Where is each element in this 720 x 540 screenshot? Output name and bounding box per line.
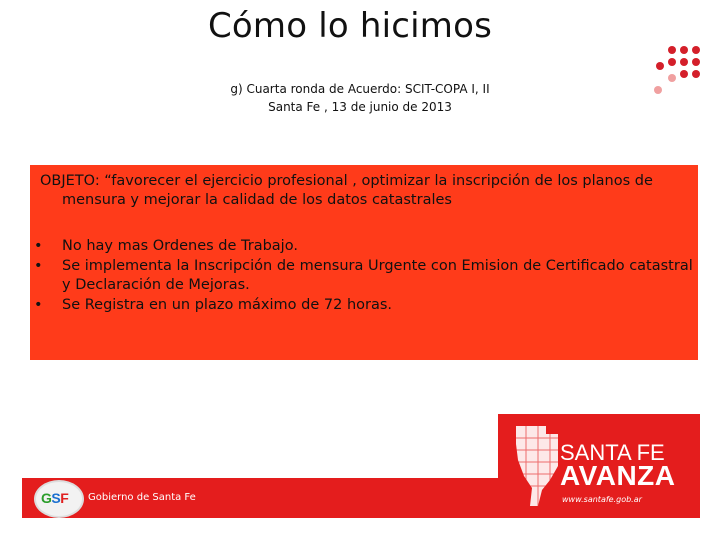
bullet-icon: • — [34, 297, 43, 313]
objective-line-1: OBJETO: “favorecer el ejercicio profesional , optimizar la inscripción de los planos de — [40, 173, 653, 189]
bullet-list — [30, 237, 698, 316]
santa-fe-province-icon — [512, 424, 562, 508]
subtitle-line-1: g) Cuarta ronda de Acuerdo: SCIT-COPA I, II — [230, 82, 490, 96]
objective-text — [40, 172, 690, 210]
brand-line-2: AVANZA — [560, 460, 676, 491]
list-item: • No hay mas Ordenes de Trabajo. — [34, 238, 298, 254]
bullet-icon: • — [34, 238, 43, 254]
page-subtitle — [0, 80, 720, 116]
subtitle-line-2: Santa Fe , 13 de junio de 2013 — [268, 100, 452, 114]
list-item: • Se Registra en un plazo máximo de 72 horas. — [34, 297, 393, 313]
brand-line-1: SANTA FE — [560, 440, 665, 465]
list-item: • Se implementa la Inscripción de mensura Urgente con Emision de Certificado catastral y Declaración de Mejoras. — [34, 258, 693, 293]
bullet-icon: • — [34, 258, 43, 274]
gobierno-label: Gobierno de Santa Fe — [88, 492, 196, 503]
gsf-logo-text: GSF — [41, 490, 69, 506]
objective-panel — [30, 165, 698, 360]
objective-line-2: mensura y mejorar la calidad de los datos catastrales — [62, 192, 452, 208]
dots-logo-icon — [650, 46, 700, 98]
page-title: Cómo lo hicimos — [207, 6, 493, 46]
brand-url: www.santafe.gob.ar — [562, 495, 642, 504]
